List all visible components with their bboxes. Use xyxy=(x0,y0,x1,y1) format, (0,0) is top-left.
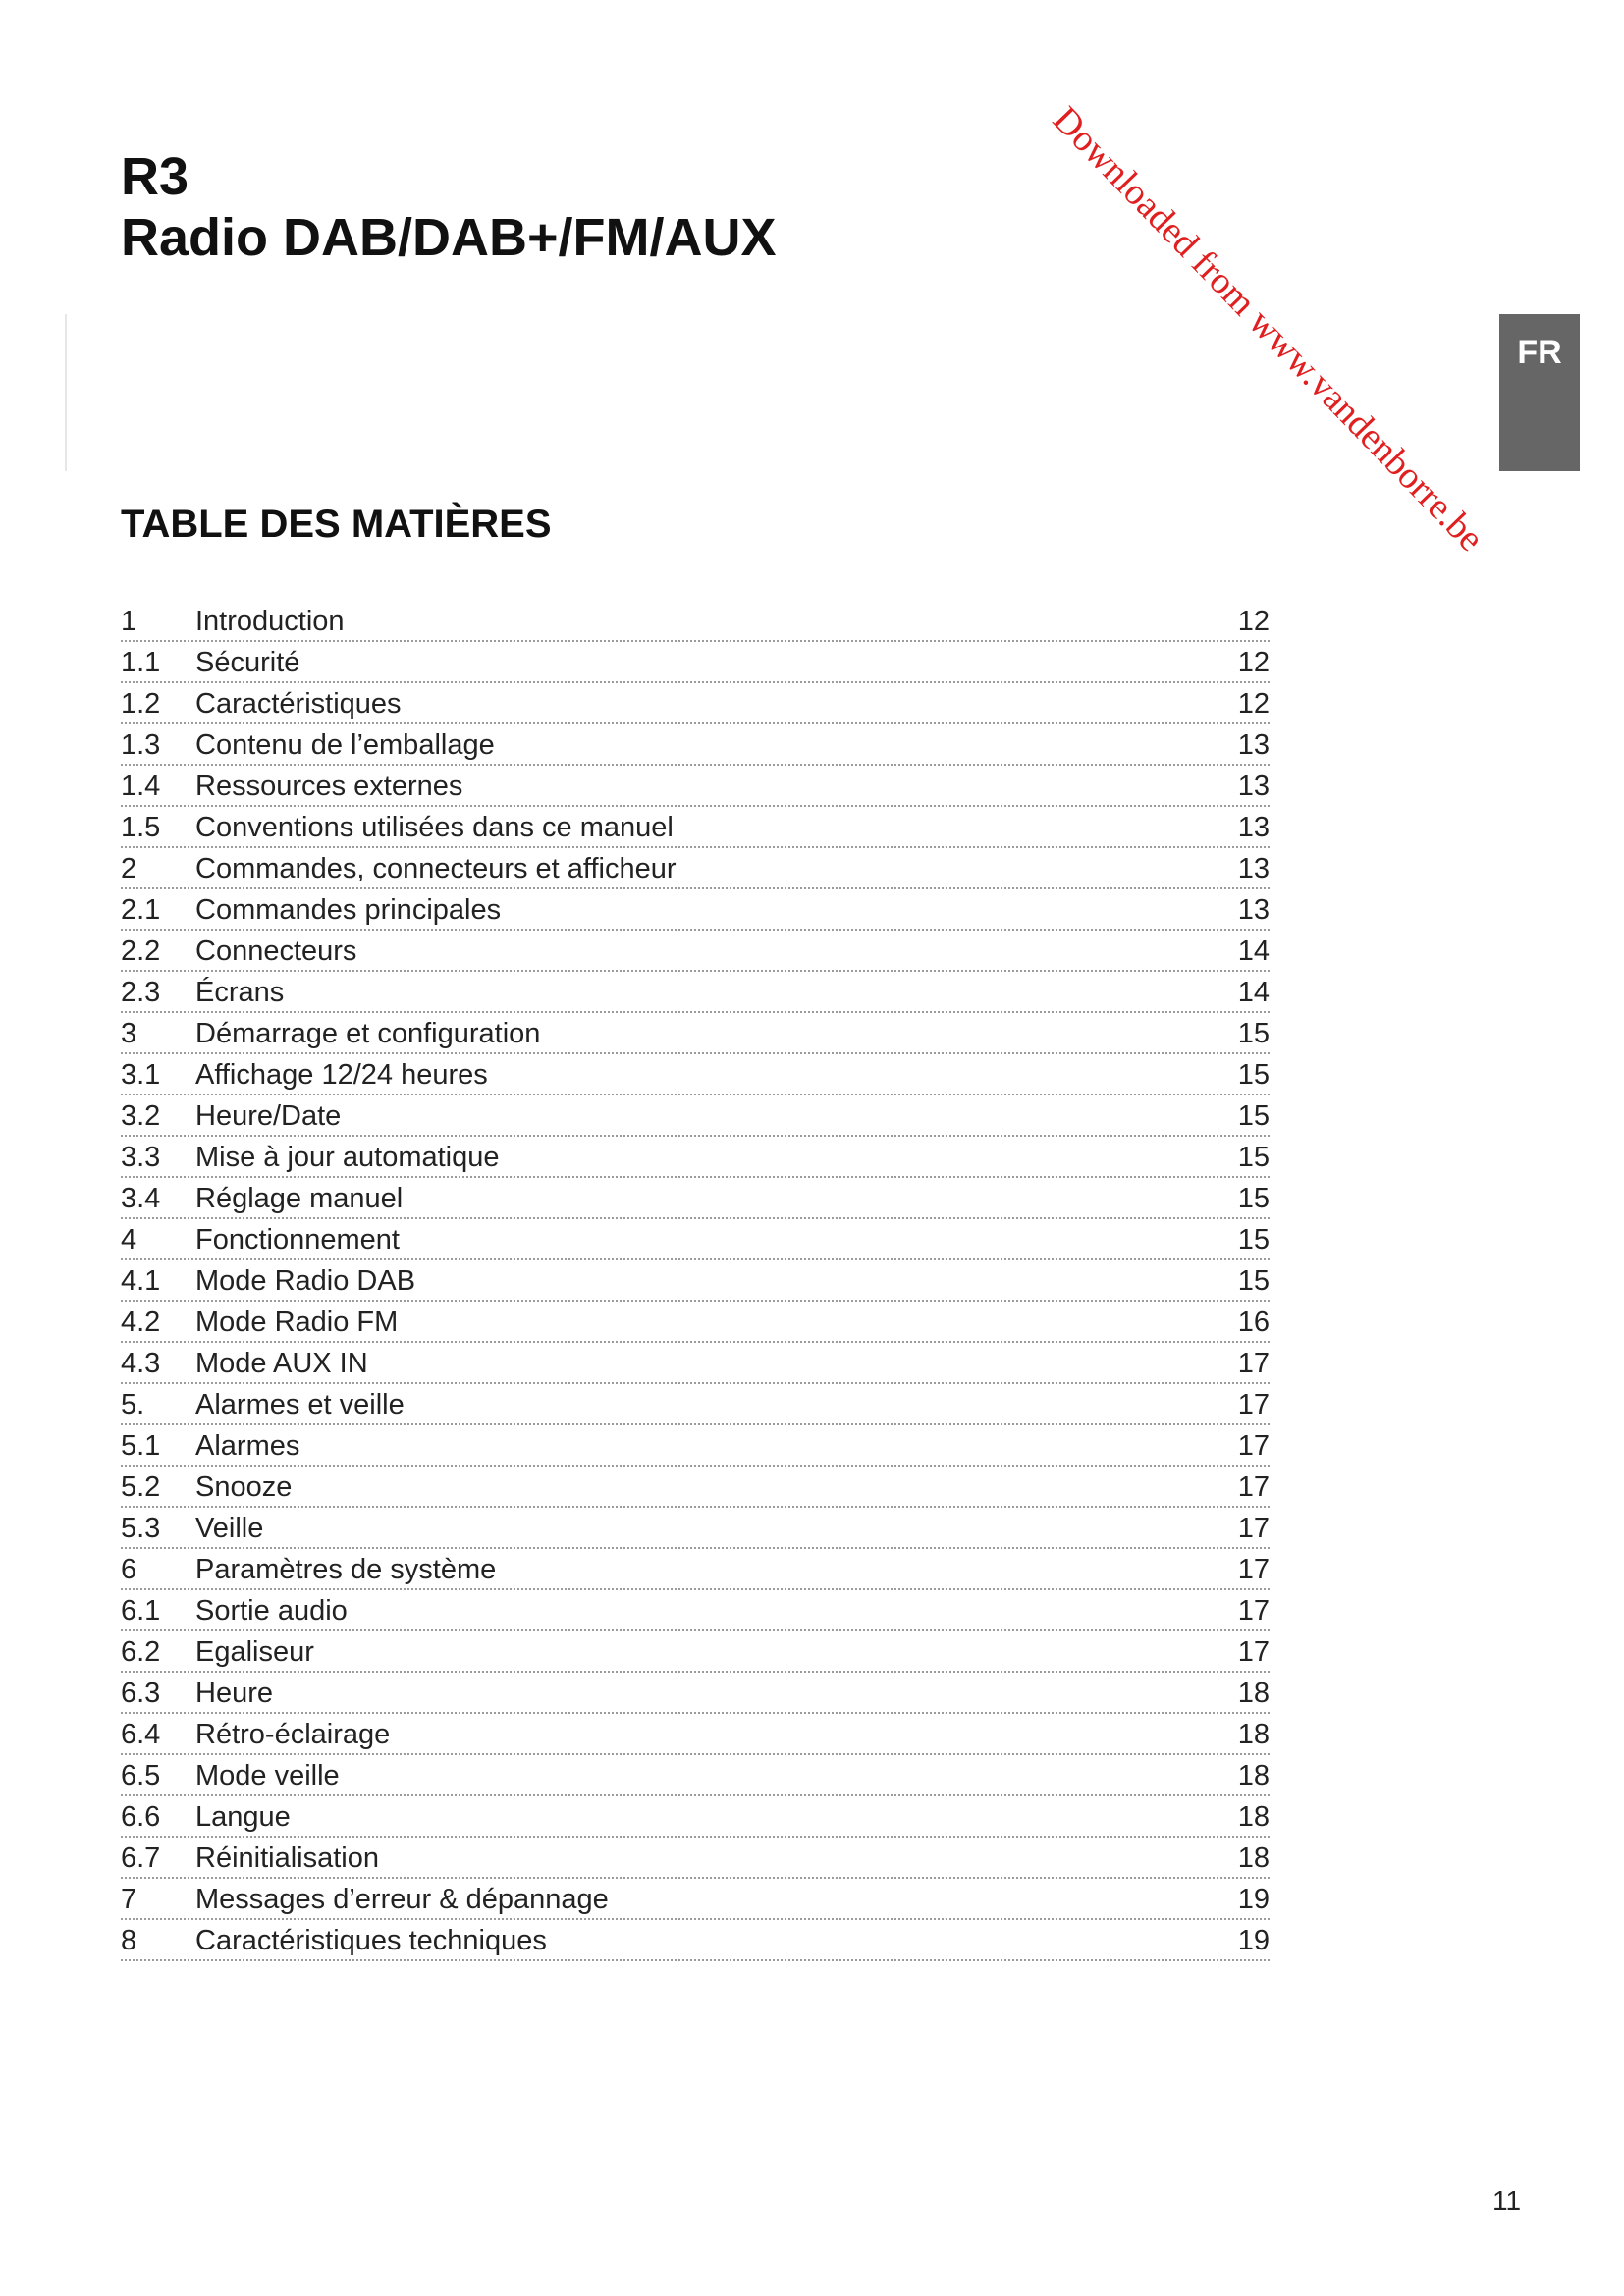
toc-number: 1.1 xyxy=(121,647,161,678)
toc-label: Ressources externes xyxy=(195,771,463,802)
toc-row[interactable] xyxy=(121,848,1270,889)
toc-page: 15 xyxy=(1237,1018,1270,1049)
toc-page: 17 xyxy=(1237,1554,1270,1585)
toc-page: 12 xyxy=(1237,606,1270,637)
toc-number: 5. xyxy=(121,1389,145,1420)
toc-label: Mode Radio DAB xyxy=(195,1265,416,1297)
toc-page: 17 xyxy=(1237,1389,1270,1420)
toc-row[interactable] xyxy=(121,1755,1270,1796)
toc-page: 13 xyxy=(1237,729,1270,761)
toc-page: 17 xyxy=(1237,1471,1270,1503)
toc-number: 2.3 xyxy=(121,977,161,1008)
toc-number: 1.2 xyxy=(121,688,161,720)
toc-number: 4.1 xyxy=(121,1265,161,1297)
toc-row[interactable] xyxy=(121,766,1270,807)
toc-row[interactable] xyxy=(121,1838,1270,1879)
toc-label: Sécurité xyxy=(195,647,300,678)
toc-number: 5.2 xyxy=(121,1471,161,1503)
toc-row[interactable] xyxy=(121,931,1270,972)
language-tab-label: FR xyxy=(1517,334,1562,371)
toc-row[interactable] xyxy=(121,1796,1270,1838)
toc-label: Alarmes xyxy=(195,1430,300,1462)
toc-row[interactable] xyxy=(121,1343,1270,1384)
toc-number: 7 xyxy=(121,1884,137,1915)
toc-label: Heure/Date xyxy=(195,1100,342,1132)
toc-label: Connecteurs xyxy=(195,935,357,967)
toc-label: Mode AUX IN xyxy=(195,1348,368,1379)
toc-label: Contenu de l’emballage xyxy=(195,729,495,761)
toc-number: 5.3 xyxy=(121,1513,161,1544)
toc-number: 1.5 xyxy=(121,812,161,843)
toc-page: 15 xyxy=(1237,1142,1270,1173)
model-title: R3 xyxy=(121,147,189,206)
toc-page: 19 xyxy=(1237,1925,1270,1956)
toc-number: 6.6 xyxy=(121,1801,161,1833)
toc-heading: TABLE DES MATIÈRES xyxy=(121,503,552,546)
toc-row[interactable] xyxy=(121,889,1270,931)
page-number: 11 xyxy=(1492,2185,1522,2216)
toc-label: Sortie audio xyxy=(195,1595,348,1627)
toc-number: 3 xyxy=(121,1018,137,1049)
toc-page: 18 xyxy=(1237,1760,1270,1791)
toc-row[interactable] xyxy=(121,807,1270,848)
toc-label: Fonctionnement xyxy=(195,1224,400,1255)
toc-page: 13 xyxy=(1237,812,1270,843)
toc-number: 4.3 xyxy=(121,1348,161,1379)
toc-number: 6.5 xyxy=(121,1760,161,1791)
toc-label: Egaliseur xyxy=(195,1636,314,1668)
toc-number: 6 xyxy=(121,1554,137,1585)
toc-number: 1.4 xyxy=(121,771,161,802)
toc-number: 6.4 xyxy=(121,1719,161,1750)
toc-label: Paramètres de système xyxy=(195,1554,497,1585)
toc-number: 6.3 xyxy=(121,1678,161,1709)
toc-label: Heure xyxy=(195,1678,273,1709)
toc-row[interactable] xyxy=(121,1549,1270,1590)
toc-label: Caractéristiques xyxy=(195,688,402,720)
toc-page: 15 xyxy=(1237,1100,1270,1132)
toc-row[interactable] xyxy=(121,683,1270,724)
toc-number: 5.1 xyxy=(121,1430,161,1462)
toc-page: 17 xyxy=(1237,1636,1270,1668)
toc-row[interactable] xyxy=(121,1467,1270,1508)
toc-number: 8 xyxy=(121,1925,137,1956)
toc-page: 18 xyxy=(1237,1801,1270,1833)
toc-label: Langue xyxy=(195,1801,291,1833)
toc-label: Réglage manuel xyxy=(195,1183,404,1214)
toc-row[interactable] xyxy=(121,601,1270,642)
toc-number: 2 xyxy=(121,853,137,884)
toc-page: 14 xyxy=(1237,977,1270,1008)
toc-row[interactable] xyxy=(121,1673,1270,1714)
toc-row[interactable] xyxy=(121,1302,1270,1343)
toc-label: Introduction xyxy=(195,606,345,637)
toc-page: 15 xyxy=(1237,1224,1270,1255)
toc-row[interactable] xyxy=(121,1178,1270,1219)
toc-label: Affichage 12/24 heures xyxy=(195,1059,488,1091)
toc-page: 14 xyxy=(1237,935,1270,967)
table-of-contents xyxy=(121,601,1270,1961)
toc-number: 4 xyxy=(121,1224,137,1255)
toc-page: 13 xyxy=(1237,894,1270,926)
margin-rule xyxy=(65,314,67,471)
toc-row[interactable] xyxy=(121,1714,1270,1755)
toc-page: 17 xyxy=(1237,1348,1270,1379)
toc-number: 3.1 xyxy=(121,1059,161,1091)
toc-label: Veille xyxy=(195,1513,264,1544)
toc-label: Alarmes et veille xyxy=(195,1389,405,1420)
toc-row[interactable] xyxy=(121,1137,1270,1178)
toc-number: 1 xyxy=(121,606,137,637)
toc-number: 3.4 xyxy=(121,1183,161,1214)
toc-label: Rétro-éclairage xyxy=(195,1719,391,1750)
toc-row[interactable] xyxy=(121,1095,1270,1137)
language-tab xyxy=(1499,314,1580,471)
toc-row[interactable] xyxy=(121,642,1270,683)
toc-page: 18 xyxy=(1237,1678,1270,1709)
toc-number: 3.2 xyxy=(121,1100,161,1132)
toc-row[interactable] xyxy=(121,1013,1270,1054)
toc-row[interactable] xyxy=(121,1425,1270,1467)
toc-label: Commandes, connecteurs et afficheur xyxy=(195,853,677,884)
toc-row[interactable] xyxy=(121,724,1270,766)
toc-page: 19 xyxy=(1237,1884,1270,1915)
toc-label: Mise à jour automatique xyxy=(195,1142,500,1173)
toc-page: 12 xyxy=(1237,688,1270,720)
toc-row[interactable] xyxy=(121,1920,1270,1961)
toc-page: 15 xyxy=(1237,1059,1270,1091)
toc-page: 16 xyxy=(1237,1307,1270,1338)
toc-page: 17 xyxy=(1237,1513,1270,1544)
toc-label: Mode veille xyxy=(195,1760,340,1791)
toc-page: 18 xyxy=(1237,1719,1270,1750)
toc-number: 6.1 xyxy=(121,1595,161,1627)
toc-row[interactable] xyxy=(121,1260,1270,1302)
toc-page: 17 xyxy=(1237,1595,1270,1627)
toc-row[interactable] xyxy=(121,1508,1270,1549)
toc-row[interactable] xyxy=(121,972,1270,1013)
toc-page: 17 xyxy=(1237,1430,1270,1462)
toc-page: 15 xyxy=(1237,1183,1270,1214)
toc-label: Commandes principales xyxy=(195,894,502,926)
toc-row[interactable] xyxy=(121,1879,1270,1920)
toc-page: 18 xyxy=(1237,1842,1270,1874)
toc-number: 6.7 xyxy=(121,1842,161,1874)
toc-row[interactable] xyxy=(121,1384,1270,1425)
toc-label: Écrans xyxy=(195,977,285,1008)
toc-number: 4.2 xyxy=(121,1307,161,1338)
toc-number: 2.1 xyxy=(121,894,161,926)
toc-number: 1.3 xyxy=(121,729,161,761)
toc-number: 6.2 xyxy=(121,1636,161,1668)
toc-label: Snooze xyxy=(195,1471,293,1503)
toc-label: Démarrage et configuration xyxy=(195,1018,541,1049)
toc-label: Réinitialisation xyxy=(195,1842,379,1874)
toc-row[interactable] xyxy=(121,1590,1270,1631)
toc-row[interactable] xyxy=(121,1631,1270,1673)
toc-label: Mode Radio FM xyxy=(195,1307,399,1338)
toc-number: 3.3 xyxy=(121,1142,161,1173)
toc-label: Messages d’erreur & dépannage xyxy=(195,1884,609,1915)
watermark: Downloaded from www.vandenborre.be xyxy=(1045,98,1492,560)
toc-row[interactable] xyxy=(121,1219,1270,1260)
toc-page: 13 xyxy=(1237,853,1270,884)
toc-page: 15 xyxy=(1237,1265,1270,1297)
product-title: Radio DAB/DAB+/FM/AUX xyxy=(121,208,777,267)
toc-number: 2.2 xyxy=(121,935,161,967)
toc-page: 12 xyxy=(1237,647,1270,678)
toc-row[interactable] xyxy=(121,1054,1270,1095)
toc-label: Caractéristiques techniques xyxy=(195,1925,547,1956)
toc-page: 13 xyxy=(1237,771,1270,802)
toc-label: Conventions utilisées dans ce manuel xyxy=(195,812,674,843)
